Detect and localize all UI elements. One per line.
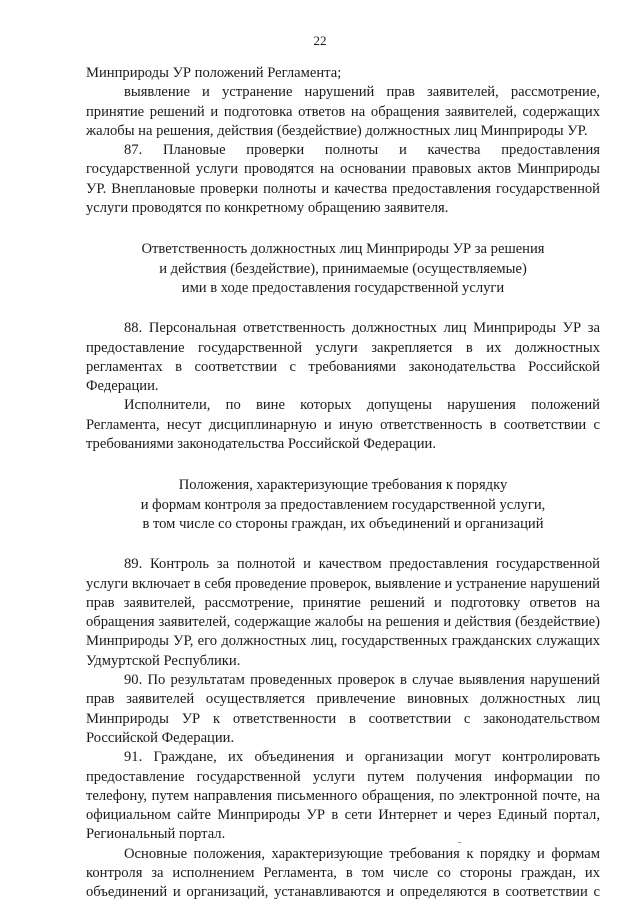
paragraph-90: 90. По результатам проведенных проверок в случае выявления нарушений прав заявителей осуществляется привлечение виновных должностных лиц Минприроды УР к ответственности в соответствии с законодательством Российской Федерации. bbox=[86, 672, 600, 746]
scan-speck bbox=[458, 842, 461, 843]
heading-line: и действия (бездействие), принимаемые (осуществляемые) bbox=[159, 260, 527, 277]
heading-line: Ответственность должностных лиц Минприроды УР за решения bbox=[141, 241, 545, 258]
heading-line: ими в ходе предоставления государственной услуги bbox=[181, 279, 505, 296]
paragraph-87: 87. Плановые проверки полноты и качества предоставления государственной услуги проводятся на основании правовых актов Минприроды УР. Внеплановые проверки полноты и качества предоставления государственной услуги проводятся по конкретному обращению заявителя. bbox=[86, 142, 600, 217]
paragraph: Основные положения, характеризующие требования к порядку и формам контроля за исполнением Регламента, в том числе со стороны граждан, их объединений и организаций, устанавливаются и определяются в соответствии с bbox=[86, 845, 600, 901]
paragraph-88: 88. Персональная ответственность должностных лиц Минприроды УР за предоставление государственной услуги закрепляется в их должностных регламентах в соответствии с требованиями законодательства Российской Федерации. bbox=[86, 320, 600, 395]
heading-line: Положения, характеризующие требования к порядку bbox=[178, 477, 508, 494]
document-body bbox=[86, 64, 600, 903]
section-heading-control bbox=[86, 476, 600, 534]
paragraph: Исполнители, по вине которых допущены нарушения положений Регламента, несут дисциплинарную и иную ответственность в соответствии с требованиями законодательства Российской Федерации. bbox=[86, 397, 600, 453]
paragraph-89: 89. Контроль за полнотой и качеством предоставления государственной услуги включает в себя проведение проверок, выявление и устранение нарушений прав заявителей, рассмотрение, принятие решений и подготовку ответов на обращения заявителей, содержащие жалобы на решения и действия (бездействие) Минприроды УР, его должностных лиц, государственных гражданских служащих Удмуртской Республики. bbox=[86, 556, 600, 669]
heading-line: и формам контроля за предоставлением государственной услуги, bbox=[140, 496, 546, 513]
paragraph: Минприроды УР положений Регламента; bbox=[86, 65, 342, 81]
section-heading-responsibility bbox=[86, 240, 600, 298]
paragraph: выявление и устранение нарушений прав заявителей, рассмотрение, принятие решений и подготовка ответов на обращения заявителей, содержащих жалобы на решения, действия (бездействие) должностных лиц Минприроды УР. bbox=[86, 84, 600, 139]
page-number: 22 bbox=[313, 33, 327, 48]
heading-line: в том числе со стороны граждан, их объединений и организаций bbox=[142, 515, 544, 532]
paragraph-91: 91. Граждане, их объединения и организации могут контролировать предоставление государственной услуги путем получения информации по телефону, путем направления письменного обращения, по электронной почте, на официальном сайте Минприроды УР в сети Интернет и через Единый портал, Региональный портал. bbox=[86, 749, 600, 843]
